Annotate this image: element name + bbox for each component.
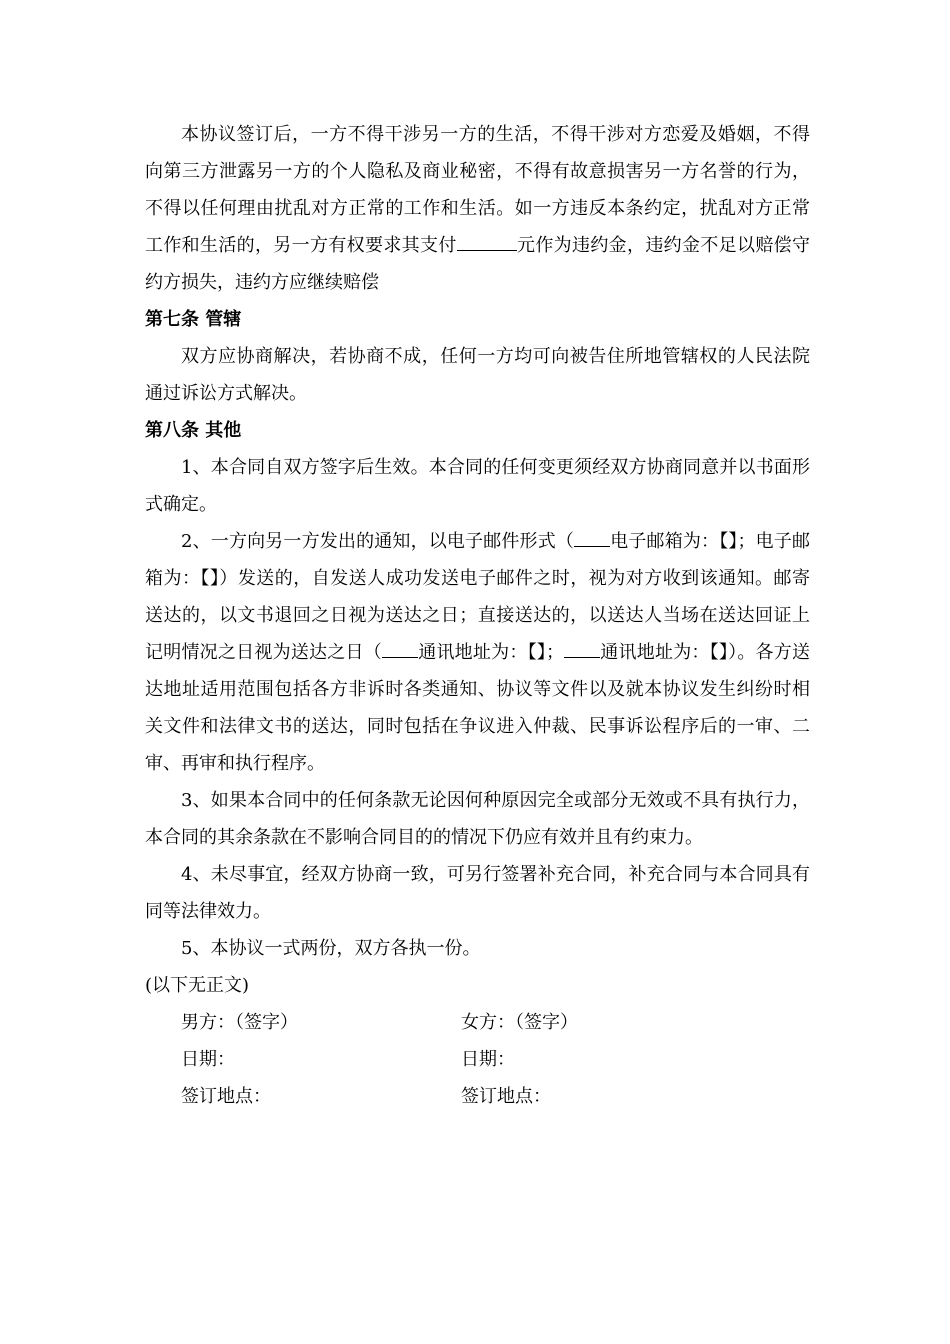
male-place-label: 签订地点：: [181, 1086, 271, 1107]
paragraph-privacy-clause: [145, 116, 810, 301]
signature-row-date: [145, 1041, 810, 1078]
female-date-label: 日期：: [461, 1049, 515, 1070]
article-8-clause-5: 5、本协议一式两份，双方各执一份。: [181, 938, 481, 959]
signature-row-sign: [145, 1004, 810, 1041]
privacy-clause-text-b: 元作为违约金，违约金不足以赔偿守约方损失，违约方应继续赔偿: [145, 235, 811, 293]
article-7-body: 双方应协商解决，若协商不成，任何一方均可向被告住所地管辖权的人民法院通过诉讼方式解决。: [145, 346, 810, 404]
female-signature-label: 女方：（签字）: [461, 1012, 578, 1033]
no-further-text-note: (以下无正文): [145, 975, 250, 996]
privacy-clause-text-a: 本协议签订后，一方不得干涉另一方的生活，不得干涉对方恋爱及婚姻，不得向第三方泄露另一方的个人隐私及商业秘密，不得有故意损害另一方名誉的行为，不得以任何理由扰乱对方正常的工作和生活。如一方违反本条约定，扰乱对方正常工作和生活的，另一方有权要求其支付: [145, 124, 810, 256]
article-8-clause-3: 3、如果本合同中的任何条款无论因何种原因完全或部分无效或不具有执行力，本合同的其余条款在不影响合同目的的情况下仍应有效并且有约束力。: [145, 790, 810, 848]
article-8-heading: 第八条 其他: [145, 420, 242, 441]
male-date-label: 日期：: [181, 1049, 235, 1070]
article-7-heading: 第七条 管辖: [145, 309, 242, 330]
article-8-clause-2: [145, 523, 810, 782]
article-8-clause-1: 1、本合同自双方签字后生效。本合同的任何变更须经双方协商同意并以书面形式确定。: [145, 457, 810, 515]
clause-2-text-e: 通讯地址为：【】）。各方送达地址适用范围包括各方非诉时各类通知、协议等文件以及就本协议发生纠纷时相关文件和法律文书的送达，同时包括在争议进入仲裁、民事诉讼程序后的一审、二审、再审和执行程序。: [145, 642, 811, 774]
address-party-blank-1: [382, 639, 418, 658]
address-party-blank-2: [564, 639, 600, 658]
clause-2-text-c: 电子邮箱为：【】）发送的，自发送人成功发送电子邮件之时，视为对方收到该通知。邮寄送达的，以文书退回之日视为送达之日；直接送达的，以送达人当场在送达回证上记明情况之日视为送达之日（: [145, 531, 811, 663]
signature-row-place: [145, 1078, 810, 1115]
penalty-amount-blank: [457, 232, 517, 251]
female-place-label: 签订地点：: [461, 1086, 551, 1107]
clause-2-text-b: 电子邮箱为：【】；: [610, 531, 756, 552]
article-8-clause-4: 4、未尽事宜，经双方协商一致，可另行签署补充合同，补充合同与本合同具有同等法律效力。: [145, 864, 810, 922]
male-signature-label: 男方：（签字）: [181, 1012, 298, 1033]
document-body: [145, 116, 810, 1115]
clause-2-text-a: 2、一方向另一方发出的通知，以电子邮件形式（: [181, 531, 575, 552]
clause-2-text-d: 通讯地址为：【】；: [417, 642, 565, 663]
email-party-blank-1: [574, 528, 610, 547]
